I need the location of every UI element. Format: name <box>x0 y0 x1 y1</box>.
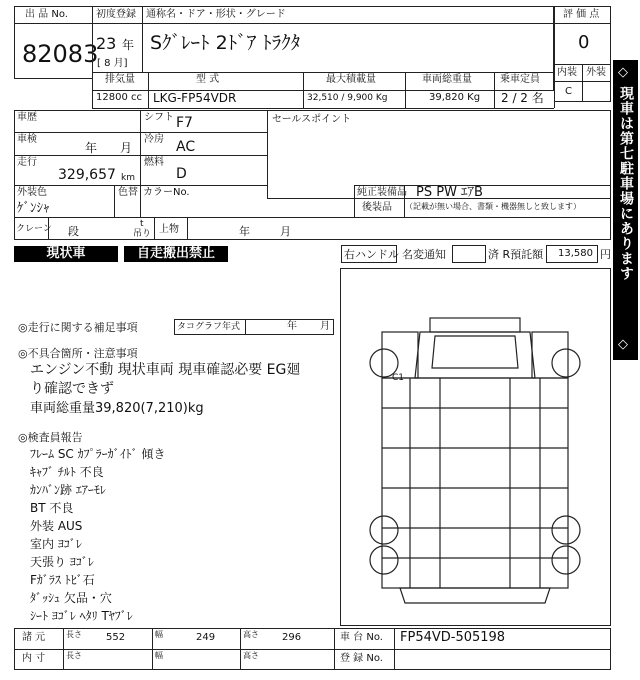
inspector-line: ｶﾝﾊﾞﾝ跡 ｴｱｰﾓﾚ <box>30 483 106 497</box>
model-label: 型 式 <box>196 74 220 85</box>
current-condition-badge: 現状車 <box>14 246 118 262</box>
recycle-amount: 13,580 <box>558 248 593 259</box>
mileage-value: 329,657 <box>58 167 116 183</box>
score-value: 0 <box>578 32 590 53</box>
inspector-line: ｼｰﾄ ﾖｺﾞﾚ ﾍﾀﾘ Tﾔﾌﾞﾚ <box>30 609 133 623</box>
shaken-month-unit: 月 <box>120 141 133 155</box>
height-value: 296 <box>282 632 302 643</box>
first-registration-year: 23 <box>96 34 117 53</box>
height-label: 高さ <box>243 630 259 639</box>
rear-right-wheel-2 <box>552 546 580 574</box>
banner-top-diamond: ◇ <box>618 65 628 80</box>
lot-number: 82083 <box>22 40 99 68</box>
cab-roof <box>430 318 520 332</box>
exterior-grade-label: 外装 <box>586 67 606 78</box>
inspector-report-title: ◎検査員報告 <box>18 431 83 444</box>
rear-left-wheel <box>370 516 398 544</box>
recycle-unit: 円 <box>600 248 611 261</box>
defect-notes-title: ◎不具合箇所・注意事項 <box>18 347 138 360</box>
specs-label: 諸 元 <box>22 632 46 643</box>
front-right-wheel <box>552 349 580 377</box>
interior-length-label: 長さ <box>66 651 82 660</box>
right-handle-label: 右ハンドル <box>344 248 399 261</box>
fuel-label: 燃料 <box>144 157 164 168</box>
defect-line: り確認できず <box>30 381 114 397</box>
chassis-number-value: FP54VD-505198 <box>400 630 506 645</box>
gross-weight-value: 39,820 Kg <box>429 92 481 103</box>
max-load-value: 32,510 / 9,900 Kg <box>307 93 388 103</box>
inspector-line: Fｶﾞﾗｽ ﾄﾋﾞ石 <box>30 573 95 587</box>
body-month-unit: 月 <box>280 225 291 238</box>
history-label: 車歴 <box>17 112 37 123</box>
ac-label: 冷房 <box>144 134 164 145</box>
left-door <box>382 332 418 378</box>
inspector-line: 外装 AUS <box>30 519 83 533</box>
inspector-line: ﾌﾚｰﾑ SC ｶﾌﾟﾗｰｶﾞｲﾄﾞ 傾き <box>30 447 166 461</box>
sales-point-label: セールスポイント <box>272 114 352 125</box>
crane-ton-unit: t <box>140 219 144 229</box>
shaken-label: 車検 <box>17 134 37 145</box>
equipment-label: 純正装備品 <box>357 187 407 198</box>
max-load-label: 最大積載量 <box>326 74 376 85</box>
interior-height-label: 高さ <box>243 651 259 660</box>
tacho-year-unit: 年 <box>287 321 297 332</box>
ac-value: AC <box>176 139 196 155</box>
color-change-label: 色替 <box>118 187 138 198</box>
capacity-value: 2 / 2 名 <box>501 91 544 105</box>
tacho-month-unit: 月 <box>320 321 330 332</box>
rear-left-wheel-2 <box>370 546 398 574</box>
displacement-value: 12800 cc <box>96 92 142 103</box>
interior-grade-value: C <box>565 86 572 97</box>
recycle-label: 済 R預託額 <box>488 248 544 261</box>
crane-lift-label: 吊り <box>133 229 152 239</box>
registration-number-label: 登 録 No. <box>340 653 383 664</box>
inspector-line: ｷｬﾌﾞ ﾁﾙﾄ 不良 <box>30 465 104 479</box>
first-registration-month: [ 8 月] <box>97 58 128 69</box>
tacho-label: タコグラフ年式 <box>177 322 241 332</box>
driving-notes-title: ◎走行に関する補足事項 <box>18 321 138 334</box>
rear-right-wheel <box>552 516 580 544</box>
defect-line: 車両総重量39,820(7,210)kg <box>30 401 204 416</box>
damage-mark-c1: C1 <box>392 373 405 383</box>
lot-number-label: 出 品 No. <box>25 9 68 20</box>
name-change-box <box>452 245 486 263</box>
cab-window <box>432 336 518 368</box>
interior-width-label: 幅 <box>155 651 163 660</box>
exterior-color-label: 外装色 <box>17 187 47 198</box>
right-door <box>532 332 568 378</box>
year-unit: 年 <box>122 38 135 52</box>
banner-location-text: 現車は第七駐車場にあります <box>618 86 634 281</box>
truck-top-view-diagram <box>340 268 611 626</box>
body-year-unit: 年 <box>239 225 250 238</box>
aftermarket-label: 後装品 <box>362 202 392 213</box>
displacement-label: 排気量 <box>105 74 135 85</box>
inspector-line: ﾀﾞｯｼｭ 欠品・穴 <box>30 591 112 605</box>
gross-weight-label: 車両総重量 <box>422 74 472 85</box>
inspector-line: 室内 ﾖｺﾞﾚ <box>30 537 82 551</box>
length-value: 552 <box>106 632 126 643</box>
inspector-line: BT 不良 <box>30 501 74 515</box>
crane-stage-unit: 段 <box>68 225 79 238</box>
vehicle-description-label: 通称名・ドア・形状・グレード <box>146 9 286 20</box>
interior-dims-label: 内 寸 <box>22 653 46 664</box>
mileage-unit: km <box>121 173 135 183</box>
interior-grade-label: 内装 <box>557 67 577 78</box>
shaken-year-unit: 年 <box>85 141 98 155</box>
mileage-label: 走行 <box>17 157 37 168</box>
banner-bottom-diamond: ◇ <box>618 337 628 352</box>
crane-label: クレーン <box>16 224 52 234</box>
model-value: LKG-FP54VDR <box>153 91 237 105</box>
shift-label: シフト <box>144 112 174 123</box>
score-label: 評 価 点 <box>563 9 600 20</box>
color-number-label: カラーNo. <box>143 187 190 198</box>
vehicle-description: Sｸﾞﾚｰﾄ 2ﾄﾞｱ ﾄﾗｸﾀ <box>150 32 301 54</box>
defect-line: エンジン不動 現状車両 現車確認必要 EG廻 <box>30 362 301 378</box>
exterior-color-value: ｹﾞﾝｼｬ <box>17 201 50 216</box>
capacity-label: 乗車定員 <box>500 74 540 85</box>
inspector-line: 天張り ﾖｺﾞﾚ <box>30 555 94 569</box>
first-registration-label: 初度登録 <box>96 9 136 20</box>
chassis-number-label: 車 台 No. <box>340 632 383 643</box>
body-label: 上物 <box>159 224 179 235</box>
fuel-value: D <box>176 166 187 182</box>
name-change-label: 名変通知 <box>402 248 446 261</box>
shift-value: F7 <box>176 115 193 131</box>
aftermarket-note: （記載が無い場合、書類・機器無しと致します） <box>405 202 581 211</box>
width-label: 幅 <box>155 630 163 639</box>
width-value: 249 <box>196 632 216 643</box>
length-label: 長さ <box>66 630 82 639</box>
self-drive-prohibited-badge: 自走搬出禁止 <box>124 246 228 262</box>
equipment-value: PS PW ｴｱB <box>416 185 483 200</box>
